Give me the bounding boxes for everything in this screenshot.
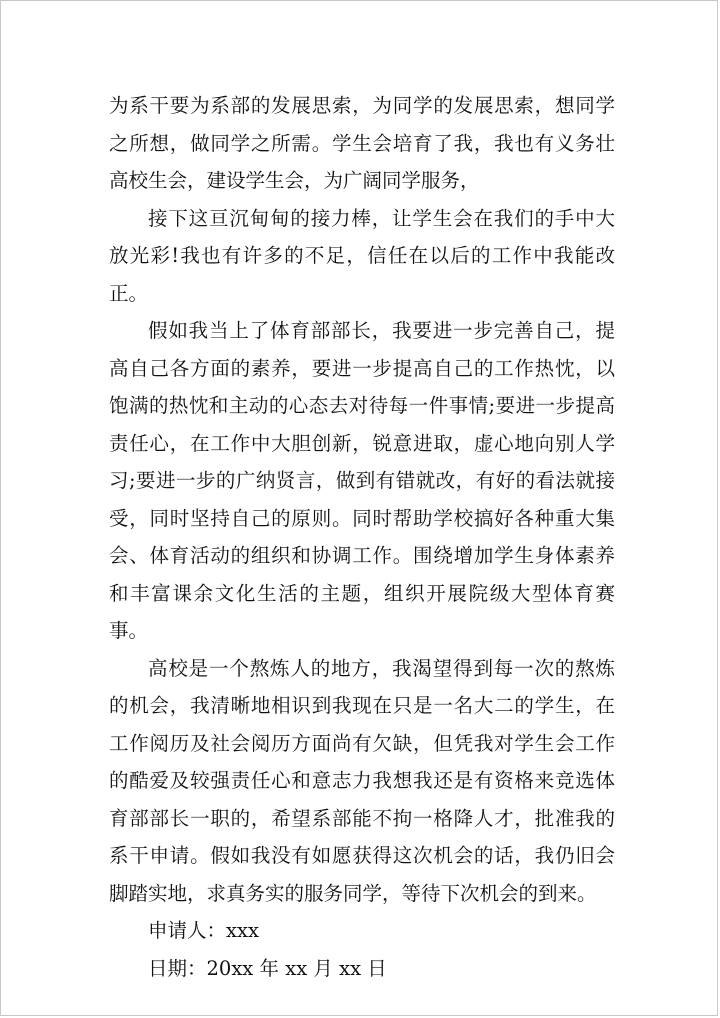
- applicant-line: 申请人：xxx: [148, 919, 259, 942]
- document-body: [109, 87, 615, 987]
- date-line: 日期：20xx 年 xx 月 xx 日: [148, 956, 387, 980]
- paragraph-sports-minister-plan: 假如我当上了体育部部长，我要进一步完善自己，提高自己各方面的素养，要进一步提高自己的工作热忱，以饱满的热忱和主动的心态去对待每一件事情;要进一步提高责任心，在工作中大胆创新，锐意进取，虚心地向别人学习;要进一步的广纳贤言，做到有错就改，有好的看法就接受，同时坚持自己的原则。同时帮助学校搞好各种重大集会、体育活动的组织和协调工作。围绕增加学生身体素养和丰富课余文化生活的主题，组织开展院级大型体育赛事。: [109, 319, 615, 642]
- paragraph-university-opportunity: 高校是一个熬炼人的地方，我渴望得到每一次的熬炼的机会，我清晰地相识到我现在只是一名大二的学生，在工作阅历及社会阅历方面尚有欠缺，但凭我对学生会工作的酷爱及较强责任心和意志力我想我还是有资格来竞选体育部部长一职的，希望系部能不拘一格降人才，批准我的系干申请。假如我没有如愿获得这次机会的话，我仍旧会脚踏实地，求真务实的服务同学，等待下次机会的到来。: [109, 656, 615, 905]
- paragraph-relay-baton: 接下这亘沉甸甸的接力棒，让学生会在我们的手中大放光彩!我也有许多的不足，信任在以后的工作中我能改正。: [109, 206, 615, 305]
- paragraph-continued: 为系干要为系部的发展思索，为同学的发展思索，想同学之所想，做同学之所需。学生会培育了我，我也有义务壮高校生会，建设学生会，为广阔同学服务，: [109, 94, 615, 192]
